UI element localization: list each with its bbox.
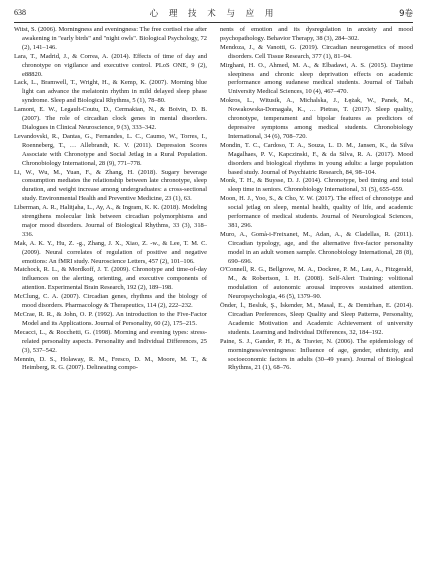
- references-right-column: [220, 26, 413, 373]
- reference-entry: Lamont, E. W., Legault-Coutu, D., Cermakian, N., & Boivin, D. B. (2007). The role of circadian clock genes in mental disorders. Dialogues in Clinical Neuroscience, 9 (3), 333–342.: [14, 106, 207, 131]
- reference-entry: Mondin, T. C., Cardoso, T. A., Souza, L. D. M., Jansen, K., da Silva Magalhaes, P. V., Kapczinski, F., & da Silva, R. A. (2017). Mood disorders and biological rhythms in young adults: a large population based study. Journal of Psychiatric Research, 84, 98–104.: [220, 141, 413, 176]
- reference-entry: Önder, İ., Besluk, Ş., İskender, M., Masal, E., & Demirhan, E. (2014). Circadian Preferences, Sleep Quality and Sleep Patterns, Personality, Academic Motivation and Academic Achievement of university students. Learning and Individual Differences, 32, 184–192.: [220, 302, 413, 336]
- volume-label: 9卷: [399, 9, 413, 19]
- reference-entry: Mokros, L., Witusik, A., Michalska, J., Łężak, W., Panek, M., Nowakowska-Domagała, K., … Pietras, T. (2017). Sleep quality, chronotype, temperament and bipolar features as predictors of depressive symptoms among medical students. Chronobiology International, 34 (6), 708–720.: [220, 97, 413, 140]
- reference-entry: Liberman, A. R., Halitjaha, L., Ay, A., & Ingram, K. K. (2018). Modeling strengthens molecular link between circadian polymorphisms and major mood disorders. Journal of Biological Rhythms, 33 (3), 318–336.: [14, 204, 207, 238]
- reference-entry: Levandovski, R., Dantas, G., Fernandes, L. C., Caumo, W., Torres, I., Roenneberg, T., … Allebrandt, K. V. (2011). Depression Scores Associate with Chronotype and Social Jetlag in a Rural Population. Chronobiology International, 28 (9), 771–778.: [14, 132, 207, 167]
- reference-entry: Moon, H. J., Yoo, S., & Cho, Y. W. (2017). The effect of chronotype and social jetlag on sleep, mental health, quality of life, and academic performance of medical students. Journal of Neurological Sciences, 381, 296.: [220, 195, 413, 229]
- reference-entry: Muro, A., Gomà-i-Freixanet, M., Adan, A., & Cladellas, R. (2011). Circadian typology, age, and the alternative five-factor personality model in an adult women sample. Chronobiology International, 28 (8), 690–696.: [220, 230, 413, 265]
- reference-entry: Li, W., Wu, M., Yuan, F., & Zhang, H. (2018). Sugary beverage consumption mediates the relationship between late chronotype, sleep duration, and weight increase among undergraduates: a cross-sectional study. Environmental Health and Preventive Medicine, 23 (1), 63.: [14, 168, 207, 203]
- reference-entry: Mennin, D. S., Holaway, R. M., Fresco, D. M., Moore, M. T., & Heimberg, R. G. (2007). Delineating compo-: [14, 355, 207, 372]
- reference-entry: Lara, T., Madrid, J., & Correa, A. (2014). Effects of time of day and chronotype on vigilance and executive control. PLoS ONE, 9 (2), e88820.: [14, 52, 207, 78]
- reference-entry: Mak, A. K. Y., Hu, Z. -g., Zhang, J. X., Xiao, Z. -w., & Lee, T. M. C. (2009). Neural correlates of regulation of positive and negative emotions: An fMRI study. Neuroscience Letters, 457 (2), 101–106.: [14, 239, 207, 265]
- page-header: [14, 4, 413, 23]
- reference-entry: Monk, T. H., & Buysse, D. J. (2014). Chronotype, bed timing and total sleep time in seniors. Chronobiology International, 31 (5), 655–659.: [220, 177, 413, 194]
- page-number: 638: [14, 8, 26, 17]
- references-left-column: [14, 26, 207, 373]
- journal-title: 心 理 技 术 与 应 用: [149, 9, 278, 19]
- reference-entry: McCrae, R. R., & John, O. P. (1992). An introduction to the Five-Factor Model and its Applications. Journal of Personality, 60 (2), 175–215.: [14, 311, 207, 327]
- reference-entry: McClung, C. A. (2007). Circadian genes, rhythms and the biology of mood disorders. Pharmacology & Therapeutics, 114 (2), 222–232.: [14, 293, 207, 310]
- reference-continuation: nents of emotion and its dysregulation in anxiety and mood psychopathology. Behavior Therapy, 38 (3), 284–302.: [220, 26, 413, 42]
- reference-entry: Lack, L., Bramwell, T., Wright, H., & Kemp, K. (2007). Morning blue light can advance the melatonin rhythm in mild delayed sleep phase syndrome. Sleep and Biological Rhythms, 5 (1), 78–80.: [14, 79, 207, 105]
- reference-entry: O'Connell, R. G., Bellgrove, M. A., Dockree, P. M., Lau, A., Fitzgerald, M., & Robertson, I. H. (2008). Self-Alert Training: volitional modulation of autonomic arousal improves sustained attention. Neuropsychologia, 46 (5), 1379–90.: [220, 266, 413, 301]
- reference-entry: Mirghani, H. O., Ahmed, M. A., & Elbadawi, A. S. (2015). Daytime sleepiness and chronic sleep deprivation effects on academic performance among sudanese medical students. Journal of Taibah University Medical Sciences, 10 (4), 467–470.: [220, 61, 413, 96]
- reference-entry: Mendoza, J., & Vanotti, G. (2019). Circadian neurogenetics of mood disorders. Cell Tissue Research, 377 (1), 81–94.: [220, 43, 413, 60]
- reference-entry: Witst, S. (2006). Morningness and eveningness: The free cortisol rise after awakening in "early birds" and "night owls". Biological Psychology, 72 (2), 141–146.: [14, 26, 207, 51]
- reference-entry: Matchock, R. L., & Mordkoff, J. T. (2009). Chronotype and time-of-day influences on the alerting, orienting, and executive components of attention. Experimental Brain Research, 192 (2), 189–198.: [14, 266, 207, 292]
- reference-entry: Mecacci, L., & Rocchetti, G. (1998). Morning and evening types: stress-related personality aspects. Personality and Individual Differences, 25 (3), 537–542.: [14, 328, 207, 354]
- reference-entry: Paine, S. J., Gander, P. H., & Travier, N. (2006). The epidemiology of morningness/eveningness: Influence of age, gender, ethnicity, and socioeconomic factors in adults (30–49 years). Journal of Biological Rhythms, 21 (1), 68–76.: [220, 337, 413, 372]
